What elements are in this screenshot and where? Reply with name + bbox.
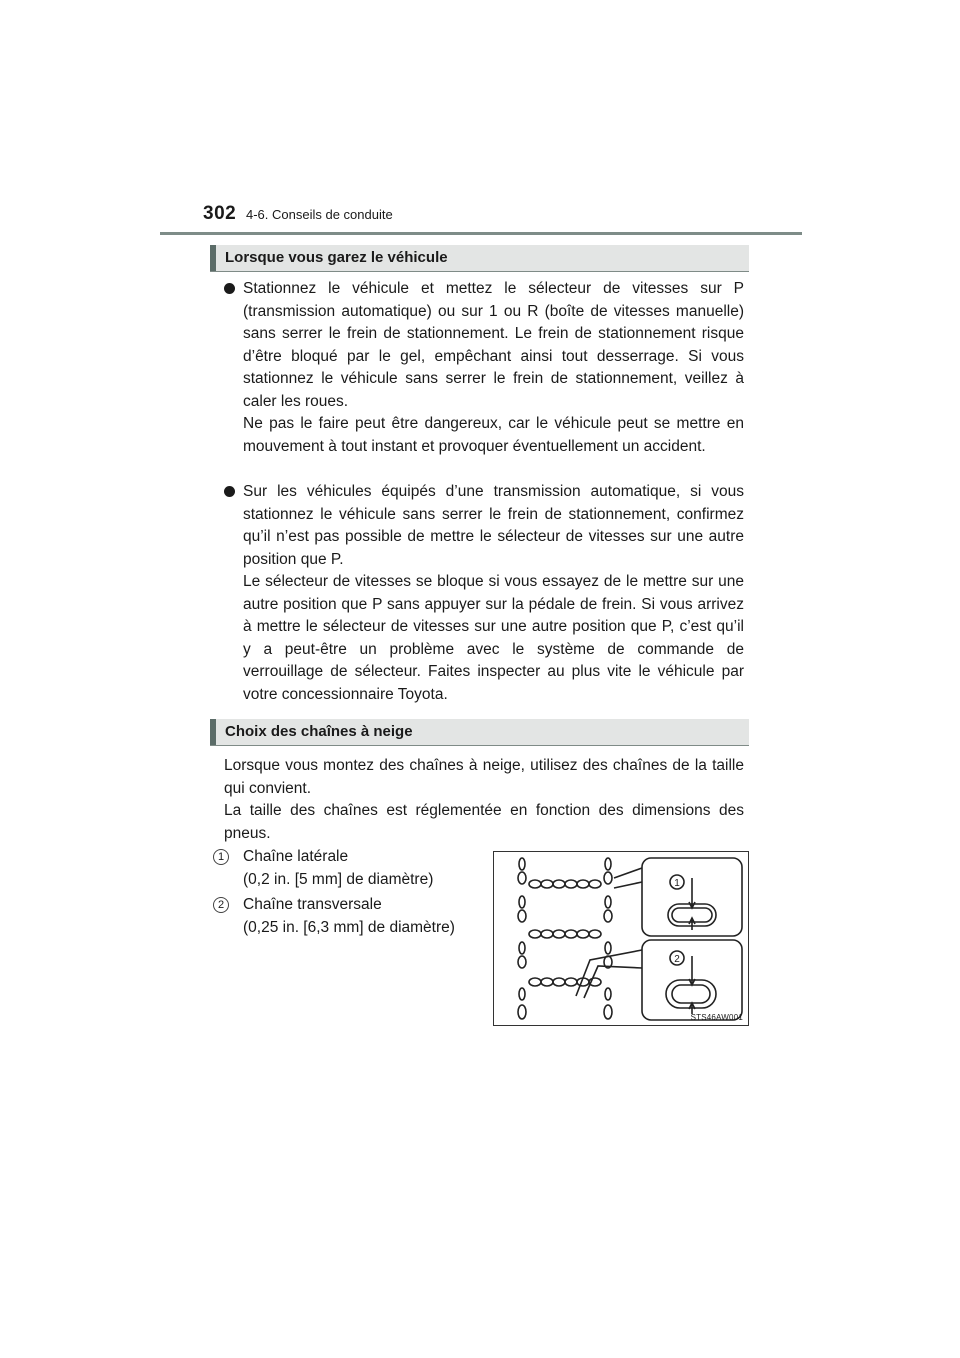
bullet-icon	[224, 486, 235, 497]
bullet-paragraph: Stationnez le véhicule et mettez le sélecteur de vitesses sur P (transmission automatique) ou sur 1 ou R (boîte de vitesses manuelle) sans serrer le frein de stationnement. Le frein de stationnement risque d’être bloqué par le gel, empêchant ainsi tout desserrage. Si vous stationnez le véhicule sans serrer le frein de stationnement, veillez à caler les roues.	[243, 280, 744, 410]
legend-line: Chaîne latérale	[243, 848, 349, 865]
side-chain-right	[604, 858, 612, 1019]
section-title: Lorsque vous garez le véhicule	[225, 249, 448, 266]
leader-line-1	[614, 882, 642, 888]
callout-number: 1	[213, 849, 229, 865]
legend-item-cross-chain	[213, 894, 483, 939]
snow-chain-intro	[224, 755, 744, 845]
figure-code: STS46AW001	[690, 1013, 743, 1022]
page-number: 302	[203, 203, 237, 224]
leader-line-1	[614, 868, 642, 878]
section-heading-parking	[210, 245, 749, 272]
cross-chain-1	[529, 880, 601, 888]
leader-line-2	[584, 966, 642, 998]
header-divider	[160, 232, 802, 235]
body-paragraph: La taille des chaînes est réglementée en fonction des dimensions des pneus.	[224, 802, 744, 842]
side-chain-left	[518, 858, 526, 1019]
callout-label-1: 1	[674, 878, 680, 889]
bullet-icon	[224, 283, 235, 294]
bullet-paragraph: Sur les véhicules équipés d’une transmission automatique, si vous stationnez le véhicule sans serrer le frein de stationnement, confirmez qu’il n’est pas possible de mettre le sélecteur de vitesses sur une autre position que P.	[243, 483, 744, 568]
legend-line: (0,25 in. [6,3 mm] de diamètre)	[243, 918, 455, 936]
bullet-item-shift-lever	[224, 481, 744, 706]
bullet-paragraph: Le sélecteur de vitesses se bloque si vous essayez de le mettre sur une autre position que P sans appuyer sur la pédale de frein. Si vous arrivez à mettre le sélecteur de vitesses sur une autre position que P, c’est qu’il y a peut-être un problème avec le système de commande de verrouillage de sélecteur. Faites inspecter au plus vite le véhicule par votre concessionnaire Toyota.	[243, 573, 744, 703]
heading-marker	[210, 719, 216, 745]
cross-chain-2	[529, 930, 601, 938]
section-title: Choix des chaînes à neige	[225, 723, 413, 740]
callout-label-2: 2	[674, 954, 680, 965]
snow-chain-illustration	[493, 851, 749, 1026]
legend-line: Chaîne transversale	[243, 896, 382, 913]
heading-marker	[210, 245, 216, 271]
legend-line: (0,2 in. [5 mm] de diamètre)	[243, 870, 434, 888]
chapter-title: 4-6. Conseils de conduite	[246, 207, 393, 222]
magnified-link-2-inner	[672, 985, 710, 1003]
bullet-paragraph: Ne pas le faire peut être dangereux, car le véhicule peut se mettre en mouvement à tout instant et provoquer éventuellement un accident.	[243, 415, 744, 455]
chain-drawing	[494, 852, 748, 1025]
body-paragraph: Lorsque vous montez des chaînes à neige, utilisez des chaînes de la taille qui convient.	[224, 757, 744, 797]
callout-number: 2	[213, 897, 229, 913]
bullet-item-parking-brake	[224, 278, 744, 458]
legend-item-side-chain	[213, 846, 483, 891]
section-heading-snow-chains	[210, 719, 749, 746]
